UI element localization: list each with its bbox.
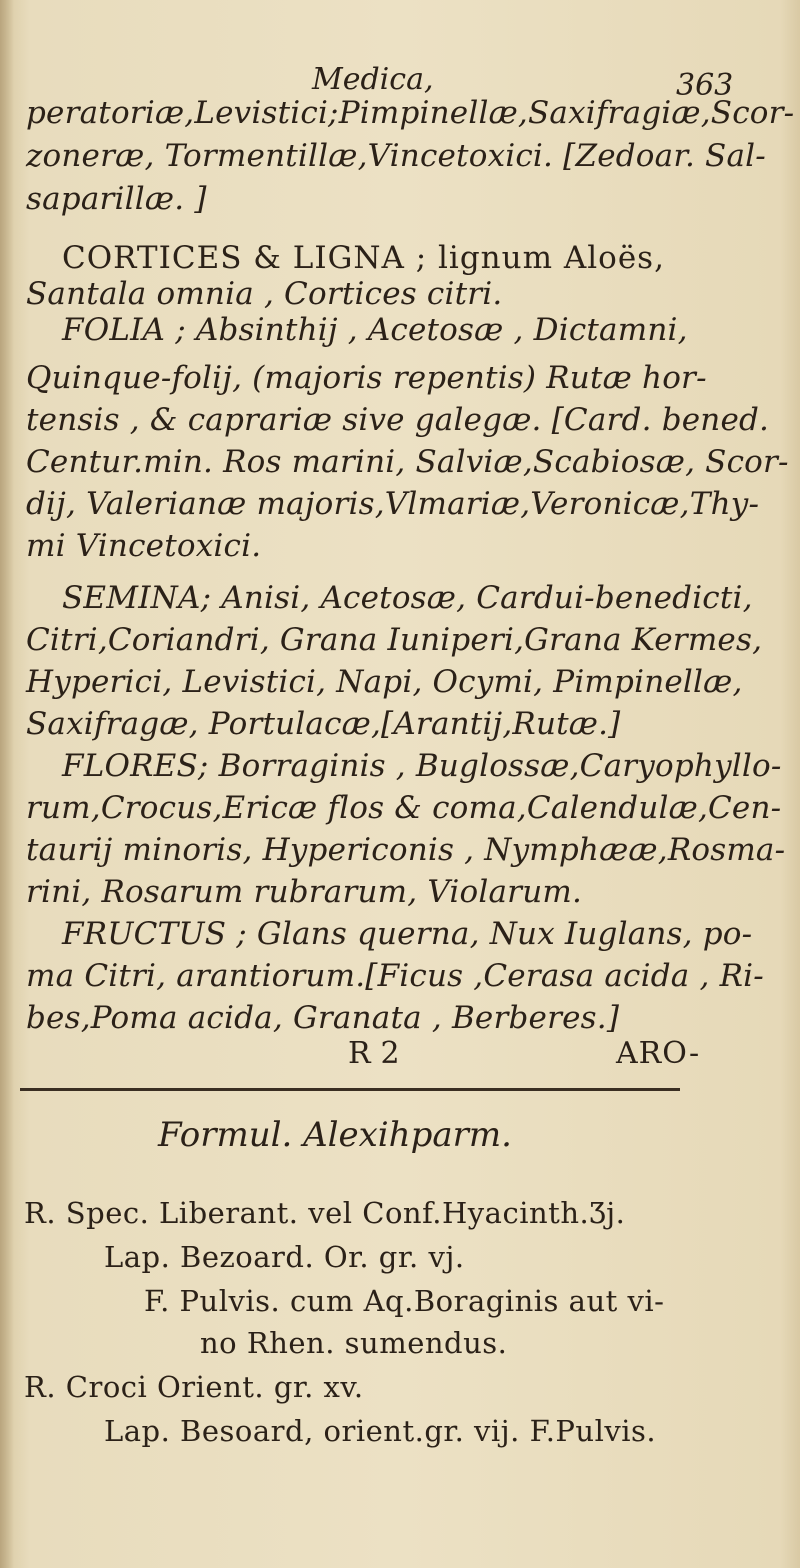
formula-line: R. Croci Orient. gr. xv. <box>24 1370 364 1404</box>
text-line: Hyperici, Levistici, Napi, Ocymi, Pimpinellæ, <box>26 664 743 700</box>
text-line: tensis , & caprariæ sive galegæ. [Card. bened. <box>26 402 770 438</box>
text-line: taurij minoris, Hypericonis , Nymphææ,Rosma- <box>26 832 786 868</box>
signature-mark: R 2 <box>348 1036 400 1071</box>
page-number: 363 <box>676 68 734 103</box>
text-line: zoneræ, Tormentillæ,Vincetoxici. [Zedoar. Sal- <box>26 138 766 174</box>
text-line: Saxifragæ, Portulacæ,[Arantij,Rutæ.] <box>26 706 621 742</box>
text-line: Santala omnia , Cortices citri. <box>26 276 503 312</box>
text-line: rum,Crocus,Ericæ flos & coma,Calendulæ,Cen- <box>26 790 782 826</box>
section-heading-flores: FLORES; Borraginis , Buglossæ,Caryophyllo- <box>62 748 782 784</box>
section-heading-cortices: CORTICES & LIGNA ; lignum Aloës, <box>62 240 665 276</box>
running-title: Medica, <box>312 62 434 97</box>
page-gutter <box>0 0 14 1568</box>
section-heading-folia: FOLIA ; Absinthij , Acetosæ , Dictamni, <box>62 312 688 348</box>
section-heading-semina: SEMINA; Anisi, Acetosæ, Cardui-benedicti, <box>62 580 753 616</box>
formula-line: Lap. Besoard, orient.gr. vij. F.Pulvis. <box>104 1414 657 1448</box>
text-line: peratoriæ,Levistici;Pimpinellæ,Saxifragiæ,Scor- <box>26 95 795 131</box>
text-line: Quinque-folij, (majoris repentis) Rutæ hor- <box>26 360 707 396</box>
formula-line: Lap. Bezoard. Or. gr. vj. <box>104 1240 465 1274</box>
text-line: saparillæ. ] <box>26 181 207 217</box>
text-line: dij, Valerianæ majoris,Vlmariæ,Veronicæ,Thy- <box>26 486 760 522</box>
catchword: ARO- <box>616 1036 701 1071</box>
text-line: Citri,Coriandri, Grana Iuniperi,Grana Kermes, <box>26 622 763 658</box>
formula-line: F. Pulvis. cum Aq.Boraginis aut vi- <box>144 1284 665 1318</box>
handwritten-divider-rule <box>20 1088 680 1091</box>
section-heading-fructus: FRUCTUS ; Glans querna, Nux Iuglans, po- <box>62 916 753 952</box>
text-line: ma Citri, arantiorum.[Ficus ,Cerasa acida , Ri- <box>26 958 764 994</box>
text-line: mi Vincetoxici. <box>26 528 262 564</box>
text-line: bes,Poma acida, Granata , Berberes.] <box>26 1000 620 1036</box>
formula-title: Formul. Alexihparm. <box>158 1115 512 1155</box>
formula-line: no Rhen. sumendus. <box>200 1326 508 1360</box>
text-line: Centur.min. Ros marini, Salviæ,Scabiosæ, Scor- <box>26 444 789 480</box>
formula-line: R. Spec. Liberant. vel Conf.Hyacinth.Ʒj. <box>24 1196 626 1230</box>
text-line: rini, Rosarum rubrarum, Violarum. <box>26 874 583 910</box>
